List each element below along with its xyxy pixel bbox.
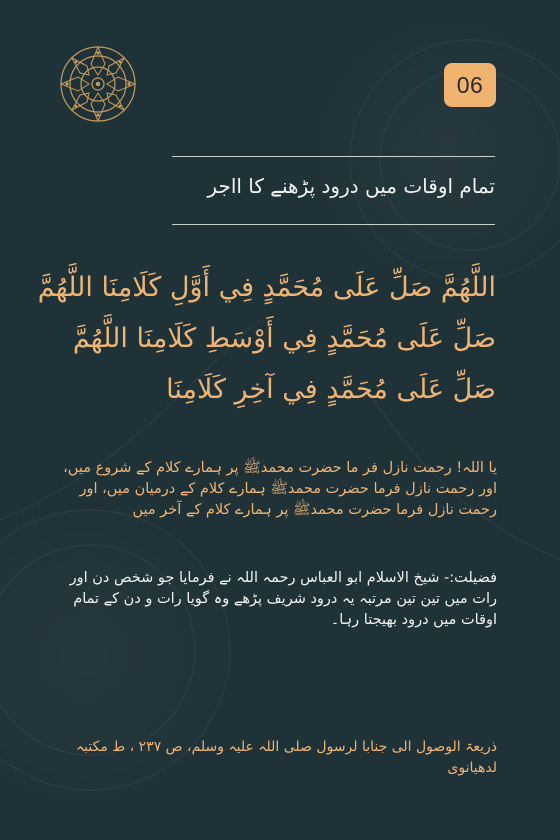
arabic-supplication — [37, 262, 496, 415]
page-number-badge: 06 — [444, 63, 496, 107]
arabic-line: صَلِّ عَلَى مُحَمَّدٍ فِي أَوْسَطِ كَلَامِنَا اللَّهُمَّ — [72, 323, 496, 354]
urdu-translation: یا اللہ! رحمت نازل فر ما حضرت محمدﷺ پر ہمارے کلام کے شروع میں، اور رحمت نازل فرما حضرت محمدﷺ ہمارے کلام کے درمیان میں، اور رحمت نازل فرما حضرت محمدﷺ پر ہمارے کلام کے آخر میں — [63, 460, 497, 518]
virtue-paragraph: فضیلت:- شیخ الاسلام ابو العباس رحمہ اللہ نے فرمایا جو شخص دن اور رات میں تین تین مرتبہ یہ درود شریف پڑھے وہ گویا رات و دن کے تمام اوقات میں درود بھیجتا رہا۔ — [69, 570, 497, 628]
source-reference: ذریعۃ الوصول الی جنابا لرسول صلی اللہ علیہ وسلم، ص ۲۳۷ ، ط مکتبہ لدھیانوی — [75, 739, 497, 776]
page-title: تمام اوقات میں درود پڑھنے کا ااجر — [207, 174, 495, 198]
ornamental-medallion-icon — [58, 44, 138, 124]
title-divider-bottom — [172, 224, 495, 225]
arabic-line: صَلِّ عَلَى مُحَمَّدٍ فِي آخِرِ كَلَامِنَا — [166, 374, 496, 405]
title-divider-top — [172, 156, 495, 157]
arabic-line: اللَّهُمَّ صَلِّ عَلَى مُحَمَّدٍ فِي أَوَّلِ كَلَامِنَا اللَّهُمَّ — [37, 272, 496, 303]
